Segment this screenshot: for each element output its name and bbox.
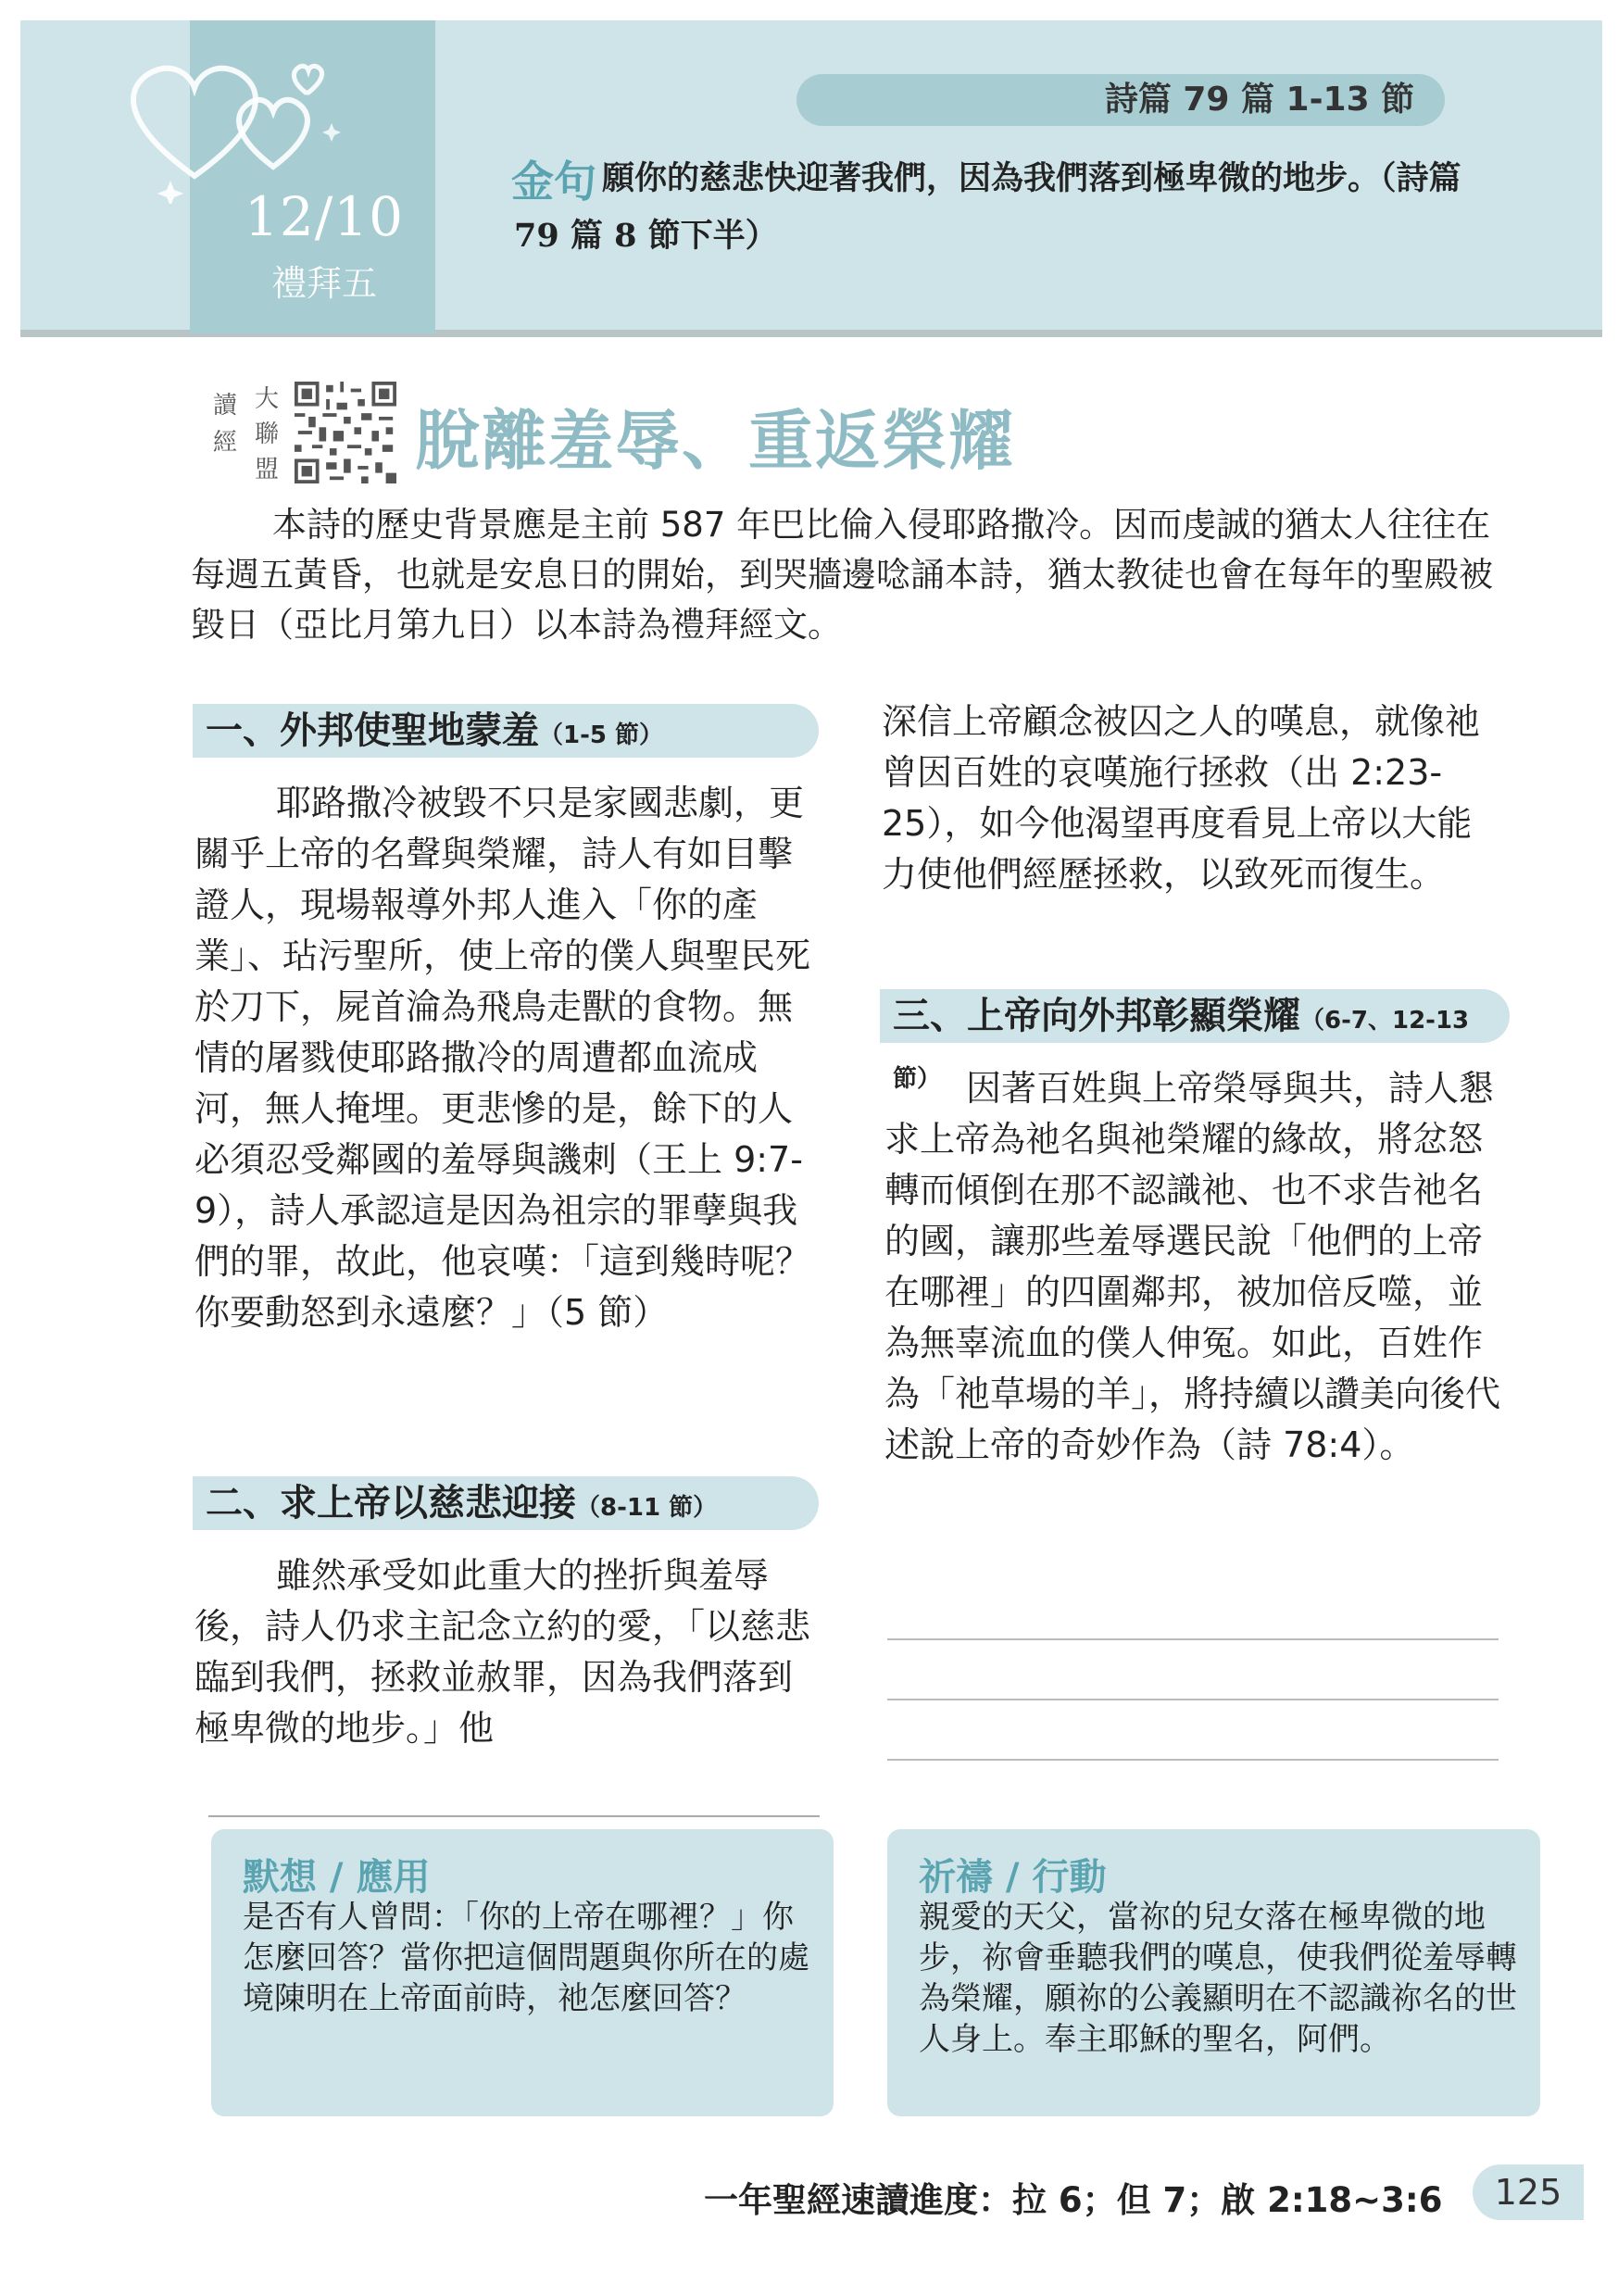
section-heading-2-text: 二、求上帝以慈悲迎接 [206, 1482, 576, 1524]
section-heading-2-verses: （8-11 節） [576, 1494, 718, 1522]
section-heading-1-text: 一、外邦使聖地蒙羞 [206, 709, 539, 752]
golden-verse-text: 願你的慈悲快迎著我們，因為我們落到極卑微的地步。（詩篇 79 篇 8 節下半） [514, 159, 1461, 255]
page-number: 125 [1473, 2164, 1584, 2220]
section-2-continuation: 深信上帝顧念被囚之人的嘆息，就像祂曾因百姓的哀嘆施行拯救（出 2:23-25），如今他渴望再度看見上帝以大能力使他們經歷拯救，以致死而復生。 [882, 701, 1481, 895]
divider [208, 1815, 820, 1817]
meditation-text: 是否有人曾問：「你的上帝在哪裡？」你怎麼回答？當你把這個問題與你所在的處境陳明在上帝面前時，祂怎麼回答？ [243, 1899, 809, 2017]
section-3-text: 因著百姓與上帝榮辱與共，詩人懇求上帝為祂名與祂榮耀的緣故，將忿怒轉而傾倒在那不認識祂、也不求告祂名的國，讓那些羞辱選民說「他們的上帝在哪裡」的四圍鄰邦，被加倍反噬，並為無辜流血的僕人伸冤。如此，百姓作為「祂草場的羊」，將持續以讚美向後代述說上帝的奇妙作為（詩 78:4）。 [884, 1068, 1501, 1465]
alliance-label: 大聯盟 [255, 385, 280, 483]
section-2-text: 雖然承受如此重大的挫折與羞辱後，詩人仍求主記念立約的愛，「以慈悲臨到我們，拯救並赦罪，因為我們落到極卑微的地步。」他 [194, 1555, 811, 1749]
note-lines[interactable] [887, 1580, 1499, 1784]
section-heading-3-text: 三、上帝向外邦彰顯榮耀 [893, 995, 1300, 1037]
note-line [887, 1580, 1499, 1640]
section-heading-2 [193, 1476, 819, 1530]
hearts-icon [111, 37, 370, 204]
scripture-reference: 詩篇 79 篇 1-13 節 [1104, 81, 1415, 119]
reading-progress: 一年聖經速讀進度：拉 6；但 7；啟 2:18~3:6 [704, 2180, 1443, 2220]
section-heading-1 [193, 704, 819, 758]
page-title: 脫離羞辱、重返榮耀 [415, 402, 1015, 479]
intro-paragraph: 本詩的歷史背景應是主前 587 年巴比倫入侵耶路撒冷。因而虔誠的猶太人往往在每週五黃昏，也就是安息日的開始，到哭牆邊唸誦本詩，猶太教徒也會在每年的聖殿被毀日（亞比月第九日）以本詩為禮拜經文。 [191, 505, 1493, 645]
read-label: 讀經 [213, 392, 238, 457]
section-heading-1-verses: （1-5 節） [539, 721, 664, 749]
prayer-text: 親愛的天父，當祢的兒女落在極卑微的地步，祢會垂聽我們的嘆息，使我們從羞辱轉為榮耀，願祢的公義顯明在不認識祢名的世人身上。奉主耶穌的聖名，阿們。 [919, 1899, 1517, 2058]
note-line [887, 1640, 1499, 1700]
golden-verse-label: 金句 [511, 157, 596, 207]
section-heading-3-verses: （6-7、12-13 節） [893, 1007, 1470, 1093]
date: 12/10 [244, 185, 405, 248]
qr-code-icon[interactable] [295, 382, 396, 483]
meditation-title: 默想 / 應用 [243, 1856, 431, 1899]
note-line [887, 1700, 1499, 1761]
weekday: 禮拜五 [270, 263, 377, 304]
section-1-text: 耶路撒冷被毀不只是家國悲劇，更關乎上帝的名聲與榮耀，詩人有如目擊證人，現場報導外邦人進入「你的產業」、玷污聖所，使上帝的僕人與聖民死於刀下，屍首淪為飛鳥走獸的食物。無情的屠戮使耶路撒冷的周遭都血流成河，無人掩埋。更悲慘的是，餘下的人必須忍受鄰國的羞辱與譏刺（王上 9:7-9），詩人承認這是因為祖宗的罪孽與我們的罪，故此，他哀嘆：「這到幾時呢？你要動怒到永遠麼？」（5 節） [194, 783, 811, 1333]
section-heading-3 [880, 989, 1510, 1093]
prayer-title: 祈禱 / 行動 [919, 1856, 1107, 1899]
